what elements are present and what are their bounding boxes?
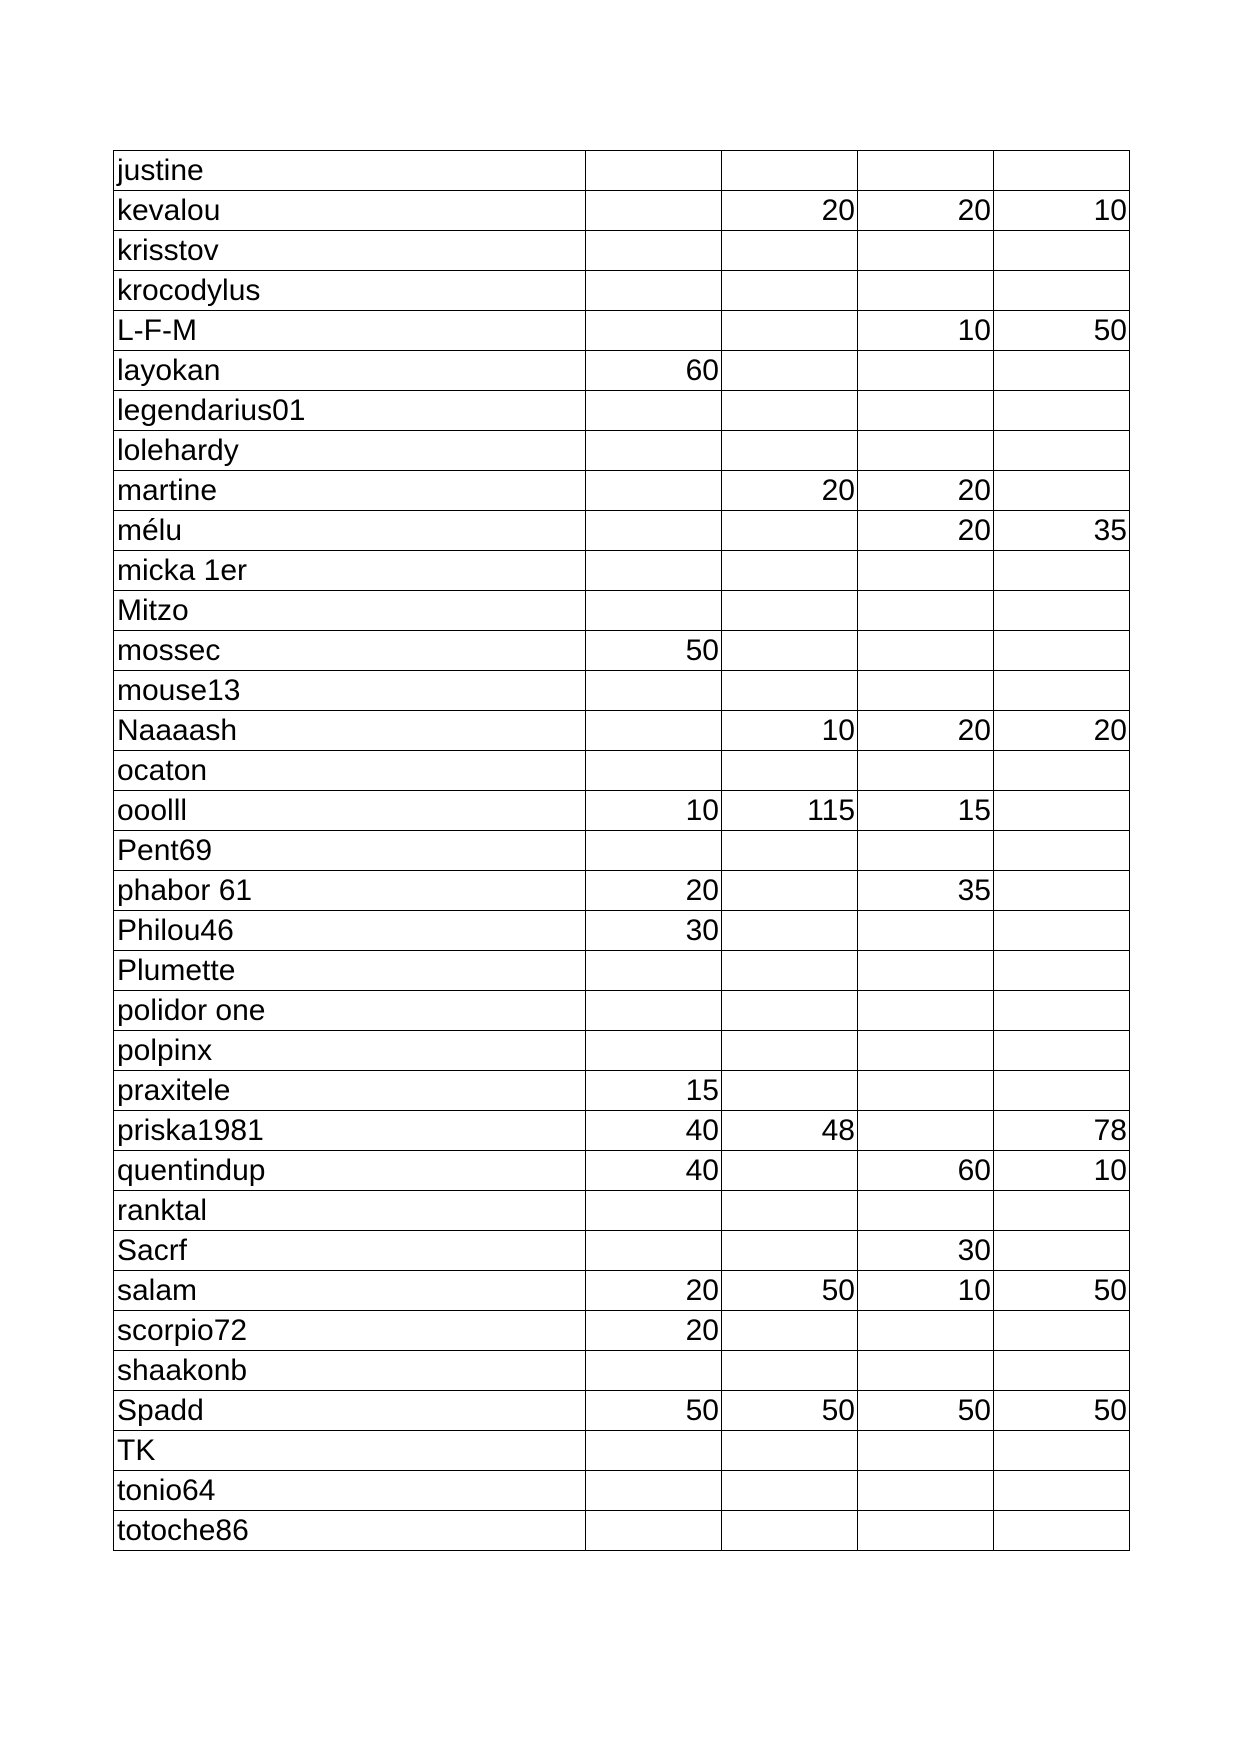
value-cell-col-3 [858, 231, 994, 271]
table-row [114, 871, 1130, 911]
value-cell-col-2 [722, 311, 858, 351]
value-cell-col-1 [586, 431, 722, 471]
value-cell-col-1: 20 [586, 871, 722, 911]
value-cell-col-2 [722, 511, 858, 551]
table-row [114, 591, 1130, 631]
value-cell-col-1 [586, 1031, 722, 1071]
value-cell-col-4 [994, 951, 1130, 991]
row-name-cell: scorpio72 [114, 1311, 586, 1351]
value-cell-col-3: 15 [858, 791, 994, 831]
value-cell-col-1 [586, 311, 722, 351]
value-cell-col-4 [994, 1471, 1130, 1511]
row-name-cell: ocaton [114, 751, 586, 791]
value-cell-col-1 [586, 1431, 722, 1471]
value-cell-col-2 [722, 431, 858, 471]
value-cell-col-3: 60 [858, 1151, 994, 1191]
value-cell-col-3: 35 [858, 871, 994, 911]
value-cell-col-1 [586, 1191, 722, 1231]
data-table [113, 150, 1130, 1551]
value-cell-col-3 [858, 351, 994, 391]
value-cell-col-3 [858, 631, 994, 671]
value-cell-col-3 [858, 151, 994, 191]
value-cell-col-4 [994, 271, 1130, 311]
value-cell-col-2 [722, 231, 858, 271]
value-cell-col-3: 20 [858, 191, 994, 231]
value-cell-col-2 [722, 151, 858, 191]
value-cell-col-1: 15 [586, 1071, 722, 1111]
value-cell-col-2 [722, 831, 858, 871]
value-cell-col-4 [994, 1311, 1130, 1351]
value-cell-col-3: 20 [858, 711, 994, 751]
row-name-cell: tonio64 [114, 1471, 586, 1511]
value-cell-col-1 [586, 991, 722, 1031]
row-name-cell: phabor 61 [114, 871, 586, 911]
row-name-cell: krocodylus [114, 271, 586, 311]
table-row [114, 831, 1130, 871]
value-cell-col-4 [994, 351, 1130, 391]
table-row [114, 1311, 1130, 1351]
value-cell-col-3 [858, 551, 994, 591]
row-name-cell: totoche86 [114, 1511, 586, 1551]
row-name-cell: polpinx [114, 1031, 586, 1071]
value-cell-col-4 [994, 591, 1130, 631]
value-cell-col-2 [722, 551, 858, 591]
table-row [114, 471, 1130, 511]
value-cell-col-2: 115 [722, 791, 858, 831]
value-cell-col-1 [586, 271, 722, 311]
value-cell-col-4 [994, 1351, 1130, 1391]
row-name-cell: martine [114, 471, 586, 511]
value-cell-col-3: 10 [858, 311, 994, 351]
table-row [114, 991, 1130, 1031]
value-cell-col-1 [586, 471, 722, 511]
value-cell-col-1 [586, 231, 722, 271]
value-cell-col-3 [858, 831, 994, 871]
value-cell-col-1 [586, 591, 722, 631]
table-row [114, 231, 1130, 271]
row-name-cell: Naaaash [114, 711, 586, 751]
value-cell-col-1: 50 [586, 1391, 722, 1431]
value-cell-col-4: 50 [994, 1271, 1130, 1311]
value-cell-col-3 [858, 391, 994, 431]
value-cell-col-2 [722, 591, 858, 631]
value-cell-col-2 [722, 1431, 858, 1471]
value-cell-col-2: 20 [722, 471, 858, 511]
value-cell-col-3 [858, 591, 994, 631]
table-row [114, 711, 1130, 751]
table-row [114, 1471, 1130, 1511]
row-name-cell: Spadd [114, 1391, 586, 1431]
value-cell-col-1 [586, 511, 722, 551]
value-cell-col-4 [994, 551, 1130, 591]
value-cell-col-3 [858, 431, 994, 471]
row-name-cell: kevalou [114, 191, 586, 231]
table-row [114, 1191, 1130, 1231]
table-row [114, 1031, 1130, 1071]
row-name-cell: micka 1er [114, 551, 586, 591]
table-row [114, 511, 1130, 551]
row-name-cell: layokan [114, 351, 586, 391]
value-cell-col-1 [586, 951, 722, 991]
value-cell-col-1 [586, 1471, 722, 1511]
row-name-cell: Plumette [114, 951, 586, 991]
table-row [114, 951, 1130, 991]
row-name-cell: mélu [114, 511, 586, 551]
value-cell-col-3 [858, 271, 994, 311]
table-row [114, 751, 1130, 791]
value-cell-col-2 [722, 391, 858, 431]
row-name-cell: Sacrf [114, 1231, 586, 1271]
row-name-cell: TK [114, 1431, 586, 1471]
value-cell-col-2 [722, 1511, 858, 1551]
value-cell-col-3: 30 [858, 1231, 994, 1271]
table-row [114, 671, 1130, 711]
value-cell-col-1 [586, 711, 722, 751]
value-cell-col-3 [858, 1511, 994, 1551]
table-row [114, 1431, 1130, 1471]
value-cell-col-4: 20 [994, 711, 1130, 751]
value-cell-col-4 [994, 991, 1130, 1031]
value-cell-col-1: 40 [586, 1111, 722, 1151]
value-cell-col-1 [586, 1231, 722, 1271]
table-row [114, 1391, 1130, 1431]
table-row [114, 1511, 1130, 1551]
value-cell-col-3: 10 [858, 1271, 994, 1311]
value-cell-col-2: 10 [722, 711, 858, 751]
value-cell-col-2 [722, 1071, 858, 1111]
value-cell-col-4 [994, 1431, 1130, 1471]
value-cell-col-2 [722, 991, 858, 1031]
value-cell-col-2 [722, 1471, 858, 1511]
value-cell-col-2 [722, 671, 858, 711]
row-name-cell: mossec [114, 631, 586, 671]
value-cell-col-1: 50 [586, 631, 722, 671]
value-cell-col-2: 50 [722, 1271, 858, 1311]
value-cell-col-2: 50 [722, 1391, 858, 1431]
value-cell-col-1 [586, 1351, 722, 1391]
row-name-cell: legendarius01 [114, 391, 586, 431]
value-cell-col-3 [858, 1111, 994, 1151]
value-cell-col-4: 10 [994, 191, 1130, 231]
value-cell-col-4 [994, 871, 1130, 911]
value-cell-col-3: 50 [858, 1391, 994, 1431]
value-cell-col-4 [994, 831, 1130, 871]
value-cell-col-2 [722, 1191, 858, 1231]
value-cell-col-4 [994, 471, 1130, 511]
table-row [114, 911, 1130, 951]
value-cell-col-1: 20 [586, 1311, 722, 1351]
row-name-cell: praxitele [114, 1071, 586, 1111]
value-cell-col-2 [722, 1231, 858, 1271]
value-cell-col-1: 60 [586, 351, 722, 391]
row-name-cell: Philou46 [114, 911, 586, 951]
value-cell-col-2 [722, 1031, 858, 1071]
table-row [114, 1271, 1130, 1311]
row-name-cell: justine [114, 151, 586, 191]
table-row [114, 631, 1130, 671]
table-row [114, 391, 1130, 431]
value-cell-col-1: 20 [586, 1271, 722, 1311]
value-cell-col-1 [586, 551, 722, 591]
value-cell-col-4 [994, 671, 1130, 711]
value-cell-col-3 [858, 1031, 994, 1071]
table-row [114, 351, 1130, 391]
value-cell-col-4: 50 [994, 1391, 1130, 1431]
value-cell-col-3 [858, 1431, 994, 1471]
value-cell-col-2 [722, 951, 858, 991]
table-row [114, 431, 1130, 471]
value-cell-col-3 [858, 911, 994, 951]
value-cell-col-2 [722, 1151, 858, 1191]
value-cell-col-1 [586, 671, 722, 711]
value-cell-col-3 [858, 1471, 994, 1511]
value-cell-col-4 [994, 911, 1130, 951]
value-cell-col-4 [994, 1071, 1130, 1111]
value-cell-col-4: 10 [994, 1151, 1130, 1191]
value-cell-col-3: 20 [858, 511, 994, 551]
value-cell-col-4: 50 [994, 311, 1130, 351]
value-cell-col-2 [722, 271, 858, 311]
row-name-cell: Mitzo [114, 591, 586, 631]
row-name-cell: salam [114, 1271, 586, 1311]
value-cell-col-4 [994, 1231, 1130, 1271]
value-cell-col-1: 40 [586, 1151, 722, 1191]
value-cell-col-3 [858, 991, 994, 1031]
value-cell-col-3 [858, 1071, 994, 1111]
row-name-cell: lolehardy [114, 431, 586, 471]
table-row [114, 1351, 1130, 1391]
value-cell-col-4 [994, 631, 1130, 671]
value-cell-col-1 [586, 1511, 722, 1551]
value-cell-col-1: 30 [586, 911, 722, 951]
row-name-cell: ooolll [114, 791, 586, 831]
table-row [114, 1111, 1130, 1151]
value-cell-col-1 [586, 831, 722, 871]
value-cell-col-2 [722, 751, 858, 791]
value-cell-col-4 [994, 751, 1130, 791]
row-name-cell: krisstov [114, 231, 586, 271]
value-cell-col-1: 10 [586, 791, 722, 831]
table-row [114, 311, 1130, 351]
table-row [114, 151, 1130, 191]
value-cell-col-1 [586, 391, 722, 431]
row-name-cell: shaakonb [114, 1351, 586, 1391]
table-row [114, 191, 1130, 231]
value-cell-col-1 [586, 151, 722, 191]
value-cell-col-4: 35 [994, 511, 1130, 551]
value-cell-col-2 [722, 911, 858, 951]
value-cell-col-3 [858, 1351, 994, 1391]
value-cell-col-4 [994, 791, 1130, 831]
row-name-cell: ranktal [114, 1191, 586, 1231]
value-cell-col-2: 48 [722, 1111, 858, 1151]
row-name-cell: polidor one [114, 991, 586, 1031]
value-cell-col-4 [994, 1191, 1130, 1231]
value-cell-col-4: 78 [994, 1111, 1130, 1151]
row-name-cell: priska1981 [114, 1111, 586, 1151]
row-name-cell: L-F-M [114, 311, 586, 351]
value-cell-col-3 [858, 751, 994, 791]
value-cell-col-1 [586, 751, 722, 791]
value-cell-col-3 [858, 1311, 994, 1351]
value-cell-col-1 [586, 191, 722, 231]
value-cell-col-2 [722, 871, 858, 911]
value-cell-col-2 [722, 631, 858, 671]
value-cell-col-3 [858, 1191, 994, 1231]
value-cell-col-3: 20 [858, 471, 994, 511]
value-cell-col-2 [722, 1351, 858, 1391]
value-cell-col-4 [994, 1031, 1130, 1071]
table-row [114, 1231, 1130, 1271]
value-cell-col-3 [858, 951, 994, 991]
table-row [114, 271, 1130, 311]
value-cell-col-4 [994, 1511, 1130, 1551]
table-row [114, 1071, 1130, 1111]
row-name-cell: quentindup [114, 1151, 586, 1191]
table-row [114, 791, 1130, 831]
table-row [114, 1151, 1130, 1191]
value-cell-col-4 [994, 431, 1130, 471]
table-body [114, 151, 1130, 1551]
value-cell-col-3 [858, 671, 994, 711]
row-name-cell: mouse13 [114, 671, 586, 711]
value-cell-col-2 [722, 351, 858, 391]
value-cell-col-4 [994, 231, 1130, 271]
value-cell-col-4 [994, 151, 1130, 191]
value-cell-col-2: 20 [722, 191, 858, 231]
value-cell-col-4 [994, 391, 1130, 431]
value-cell-col-2 [722, 1311, 858, 1351]
table-row [114, 551, 1130, 591]
row-name-cell: Pent69 [114, 831, 586, 871]
